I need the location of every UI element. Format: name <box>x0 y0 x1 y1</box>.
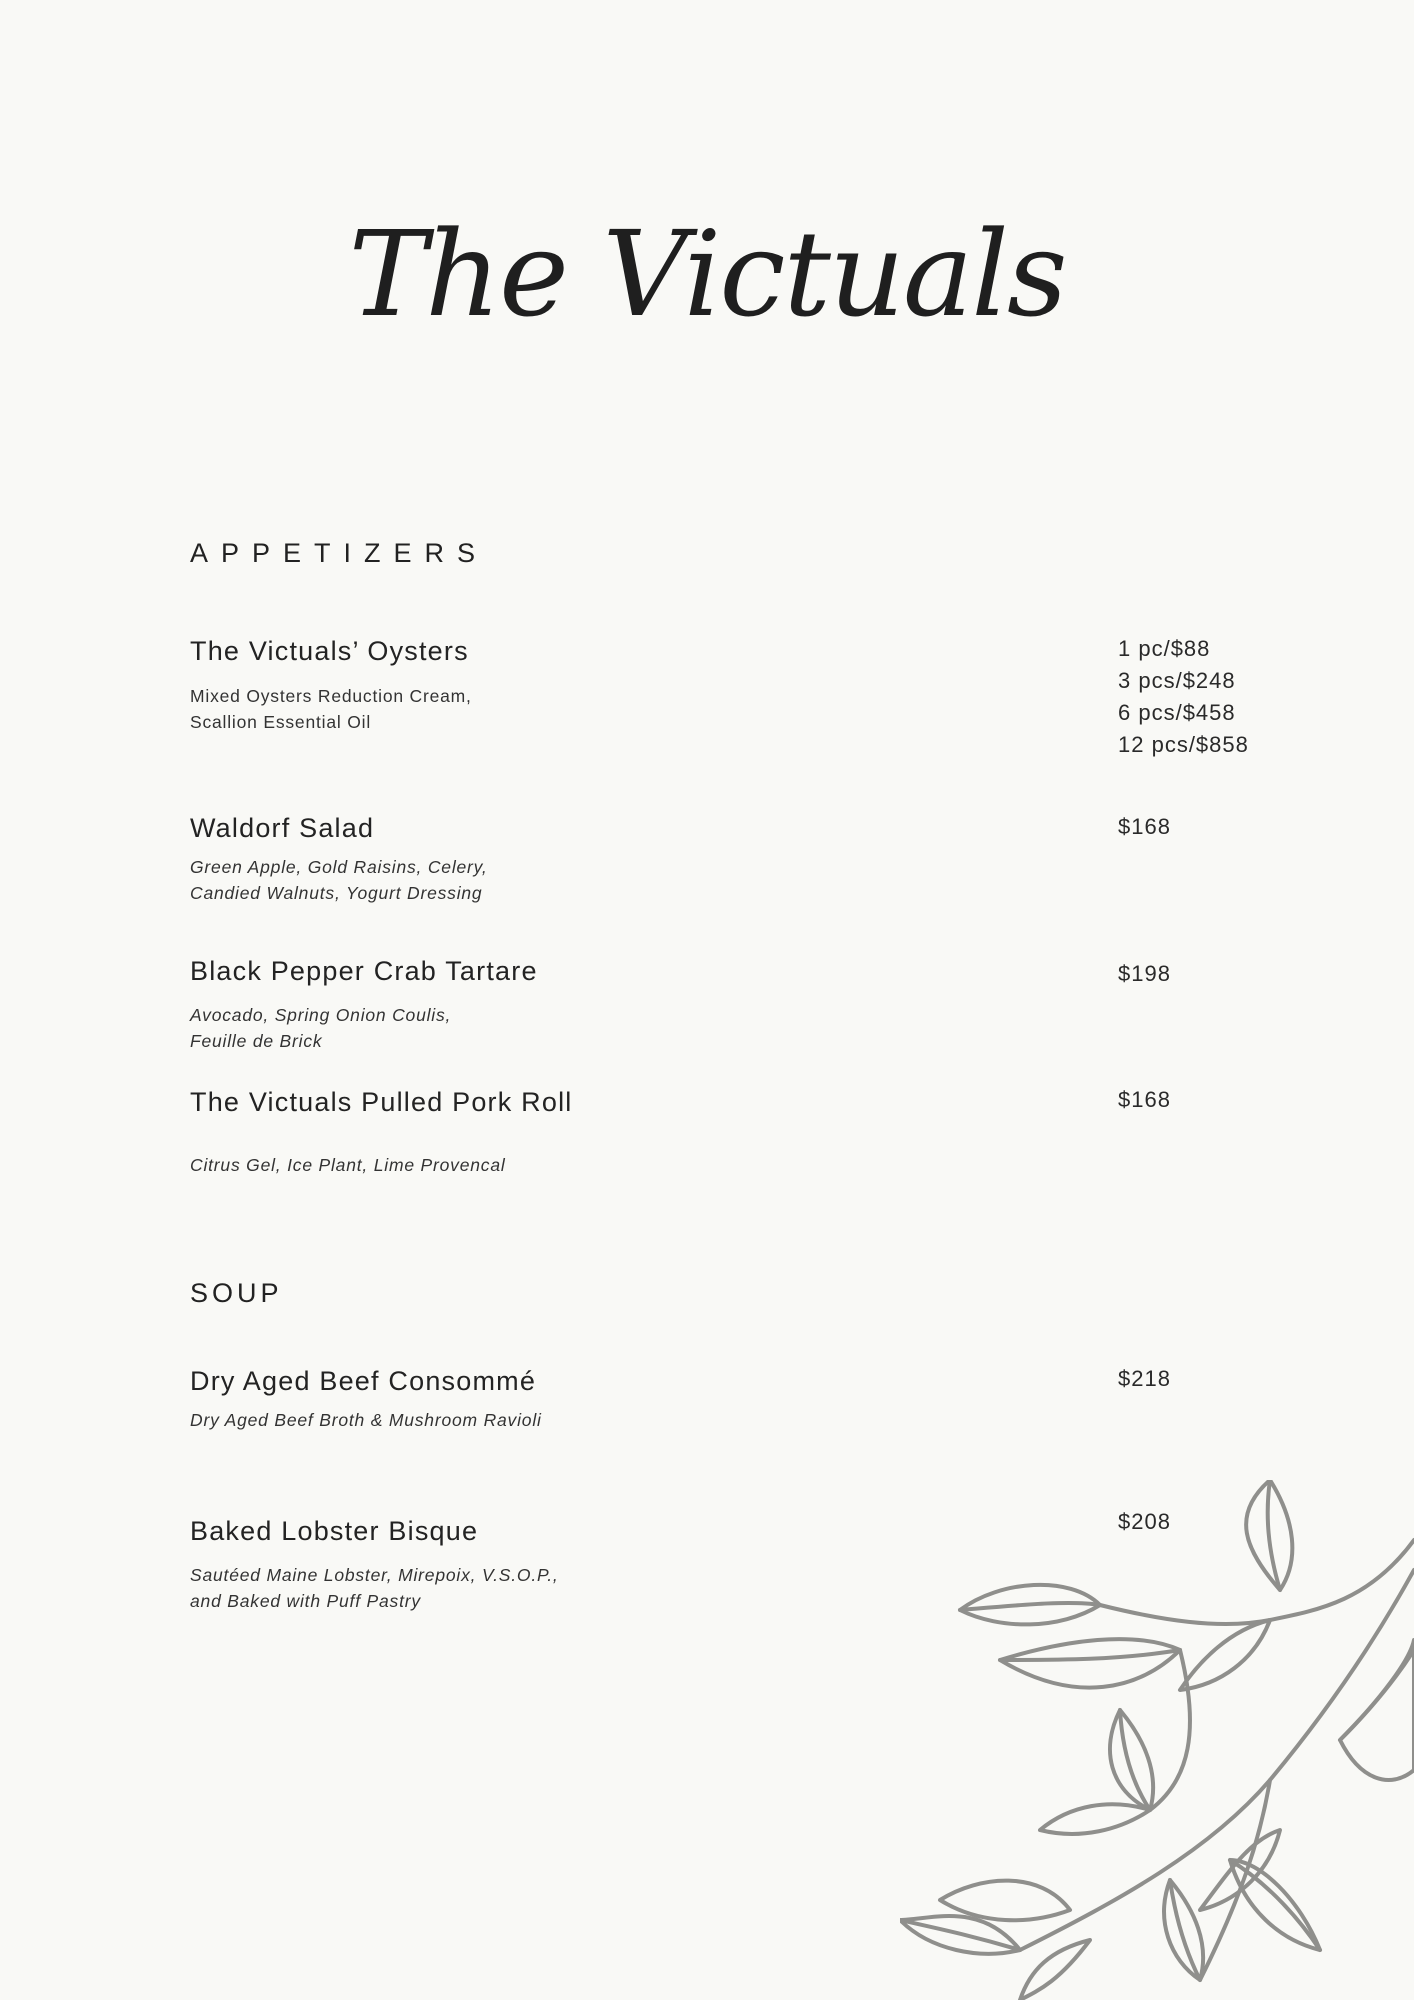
menu-item-description: Dry Aged Beef Broth & Mushroom Ravioli <box>190 1410 542 1430</box>
menu-item-price: $168 <box>1118 1087 1171 1112</box>
section-heading-soup: SOUP <box>190 1278 283 1308</box>
leaf-branch-icon <box>900 1480 1414 2000</box>
section-heading-appetizers: APPETIZERS <box>190 538 489 568</box>
menu-item-price: $198 <box>1118 961 1171 986</box>
menu-item-name: The Victuals Pulled Pork Roll <box>190 1087 573 1117</box>
menu-item-description: Green Apple, Gold Raisins, Celery, Candied Walnuts, Yogurt Dressing <box>190 857 488 903</box>
page-title: The Victuals <box>348 205 1066 343</box>
menu-item-price: $168 <box>1118 814 1171 839</box>
menu-item-name: The Victuals’ Oysters <box>190 636 469 666</box>
menu-item-description: Mixed Oysters Reduction Cream, Scallion Essential Oil <box>190 686 472 732</box>
menu-item-name: Baked Lobster Bisque <box>190 1516 479 1546</box>
menu-item-description: Sautéed Maine Lobster, Mirepoix, V.S.O.P., and Baked with Puff Pastry <box>190 1565 559 1611</box>
menu-item-price: $208 <box>1118 1509 1171 1534</box>
menu-item-description: Citrus Gel, Ice Plant, Lime Provencal <box>190 1155 506 1175</box>
menu-item-price: 1 pc/$88 3 pcs/$248 6 pcs/$458 12 pcs/$858 <box>1118 636 1249 757</box>
menu-item-name: Black Pepper Crab Tartare <box>190 956 538 986</box>
menu-item-name: Waldorf Salad <box>190 813 375 843</box>
menu-item-name: Dry Aged Beef Consommé <box>190 1366 537 1396</box>
menu-item-price: $218 <box>1118 1366 1171 1391</box>
menu-item-description: Avocado, Spring Onion Coulis, Feuille de Brick <box>190 1005 452 1051</box>
